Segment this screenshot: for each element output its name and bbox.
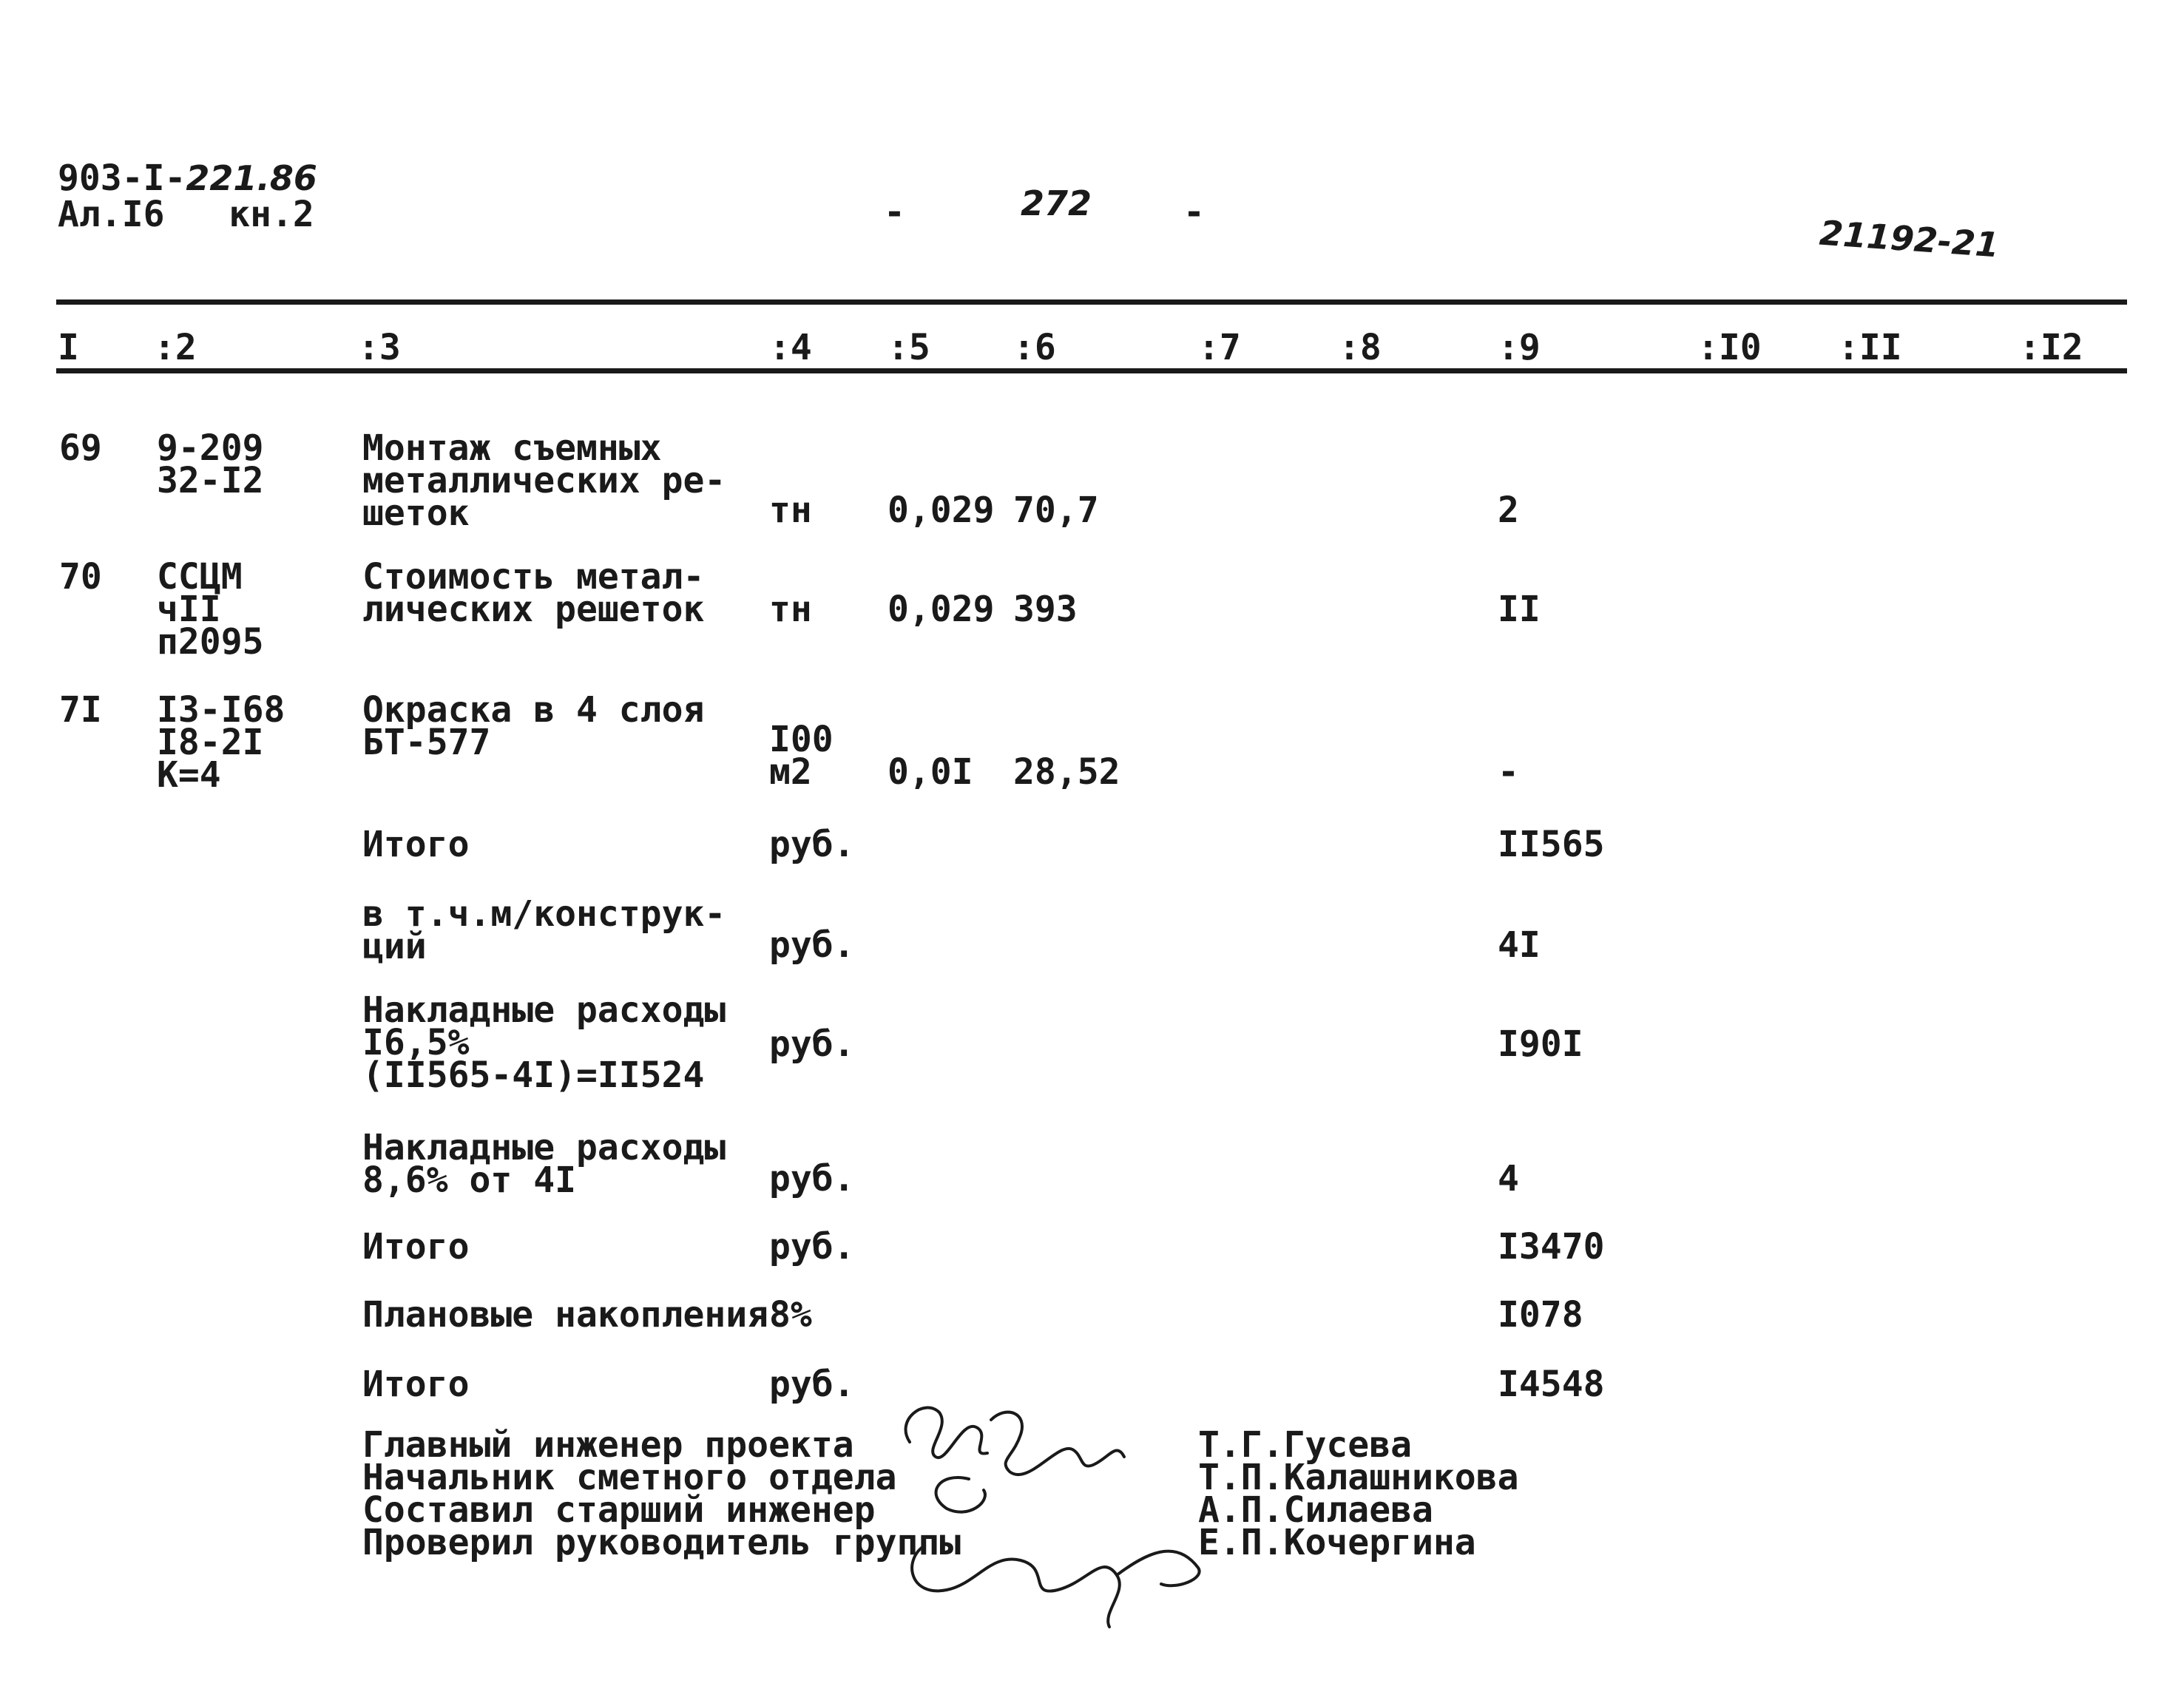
column-header-6: :6 <box>1013 327 1056 368</box>
summary-value: 4I <box>1498 924 1541 966</box>
sheet-code: 21192-21 <box>1818 212 2001 265</box>
summary-unit: руб. <box>769 924 855 966</box>
column-header-1: I <box>58 327 79 368</box>
row-unit: тн <box>769 490 812 531</box>
page-dash-left: - <box>884 192 905 233</box>
summary-value: II565 <box>1498 824 1605 865</box>
row-quantity: 0,0I <box>888 751 973 793</box>
summary-label-line: Итого <box>362 824 470 865</box>
page-number: 272 <box>1021 183 1092 223</box>
summary-value: I3470 <box>1498 1226 1605 1267</box>
column-header-4: :4 <box>769 327 812 368</box>
summary-label-line: в т.ч.м/конструк- <box>362 893 726 935</box>
row-total: II <box>1498 589 1541 630</box>
summary-unit: руб. <box>769 1158 855 1199</box>
summary-label <box>362 1127 726 1201</box>
row-code-line: 9-209 <box>157 427 264 469</box>
row-code <box>157 556 264 663</box>
row-name-line: БТ-577 <box>362 722 491 763</box>
summary-value: I4548 <box>1498 1364 1605 1405</box>
row-code <box>157 689 285 796</box>
row-code-line: чII <box>157 589 221 630</box>
row-code-line: I3-I68 <box>157 689 285 731</box>
row-total: - <box>1498 751 1519 793</box>
doc-code: 903-I-221.86 <box>58 158 317 199</box>
row-code-line: ССЦМ <box>157 556 243 598</box>
doc-code-handwritten: 221.86 <box>186 158 317 198</box>
row-name-line: Окраска в 4 слоя <box>362 689 705 731</box>
column-header-5: :5 <box>888 327 930 368</box>
row-code-line: К=4 <box>157 754 221 796</box>
row-name-line: металлических ре- <box>362 460 726 501</box>
summary-label-line: ций <box>362 926 427 967</box>
summary-label <box>362 1294 769 1336</box>
page-dash-right: - <box>1183 192 1205 233</box>
row-code-line: п2095 <box>157 621 264 663</box>
summary-value: 4 <box>1498 1158 1519 1199</box>
column-header-3: :3 <box>358 327 401 368</box>
summary-unit: руб. <box>769 1226 855 1267</box>
summary-label <box>362 893 726 967</box>
summary-label <box>362 989 726 1096</box>
summary-label-line: (II565-4I)=II524 <box>362 1055 705 1096</box>
signature-role: Главный инженер проекта <box>362 1424 854 1466</box>
signature-role: Начальник сметного отдела <box>362 1457 897 1498</box>
row-code <box>157 427 264 501</box>
summary-label <box>362 1226 470 1267</box>
row-name <box>362 427 726 534</box>
header-top-rule <box>56 299 2127 305</box>
row-name-line: шеток <box>362 493 470 534</box>
row-70-number: 70 <box>59 556 102 598</box>
header-bottom-rule <box>56 368 2127 373</box>
summary-unit: руб. <box>769 824 855 865</box>
column-header-9: :9 <box>1498 327 1541 368</box>
column-header-11: :II <box>1838 327 1902 368</box>
summary-label <box>362 824 470 865</box>
summary-unit: 8% <box>769 1294 812 1336</box>
summary-label <box>362 1364 470 1405</box>
row-name-line: лических решеток <box>362 589 705 630</box>
row-name <box>362 689 705 763</box>
summary-unit: руб. <box>769 1023 855 1065</box>
album-number: Ал.I6 кн.2 <box>58 194 314 235</box>
row-name-line: Монтаж съемных <box>362 427 662 469</box>
column-header-8: :8 <box>1339 327 1382 368</box>
row-name <box>362 556 705 630</box>
row-69-number: 69 <box>59 427 102 469</box>
signature-role: Проверил руководитель группы <box>362 1522 961 1563</box>
summary-label-line: Накладные расходы <box>362 1127 726 1168</box>
summary-label-line: Накладные расходы <box>362 989 726 1031</box>
row-unit-price: 28,52 <box>1013 751 1120 793</box>
summary-unit: руб. <box>769 1364 855 1405</box>
row-unit-line: I00 <box>769 719 834 760</box>
row-total: 2 <box>1498 490 1519 531</box>
row-code-line: 32-I2 <box>157 460 264 501</box>
row-unit <box>769 719 834 793</box>
summary-label-line: Итого <box>362 1364 470 1405</box>
column-header-10: :I0 <box>1697 327 1762 368</box>
handwritten-signatures-graphic <box>880 1390 1235 1634</box>
summary-label-line: 8,6% от 4I <box>362 1160 576 1201</box>
summary-label-line: I6,5% <box>362 1022 470 1063</box>
column-header-12: :I2 <box>2019 327 2083 368</box>
row-quantity: 0,029 <box>888 589 995 630</box>
signature-name: Е.П.Кочергина <box>1198 1522 1476 1563</box>
summary-label-line: Итого <box>362 1226 470 1267</box>
row-name-line: Стоимость метал- <box>362 556 705 598</box>
signature-name: Т.Г.Гусева <box>1198 1424 1412 1466</box>
row-unit-price: 393 <box>1013 589 1078 630</box>
signature-name: Т.П.Калашникова <box>1198 1457 1519 1498</box>
row-code-line: I8-2I <box>157 722 264 763</box>
summary-value: I078 <box>1498 1294 1583 1336</box>
row-unit-line: м2 <box>769 751 812 793</box>
row-unit: тн <box>769 589 812 630</box>
row-quantity: 0,029 <box>888 490 995 531</box>
signature-role: Составил старший инженер <box>362 1489 876 1531</box>
signature-name: А.П.Силаева <box>1198 1489 1433 1531</box>
column-header-7: :7 <box>1198 327 1241 368</box>
summary-label-line: Плановые накопления <box>362 1294 769 1336</box>
row-unit-price: 70,7 <box>1013 490 1099 531</box>
column-header-2: :2 <box>154 327 197 368</box>
summary-value: I90I <box>1498 1023 1583 1065</box>
row-7I-number: 7I <box>59 689 102 731</box>
